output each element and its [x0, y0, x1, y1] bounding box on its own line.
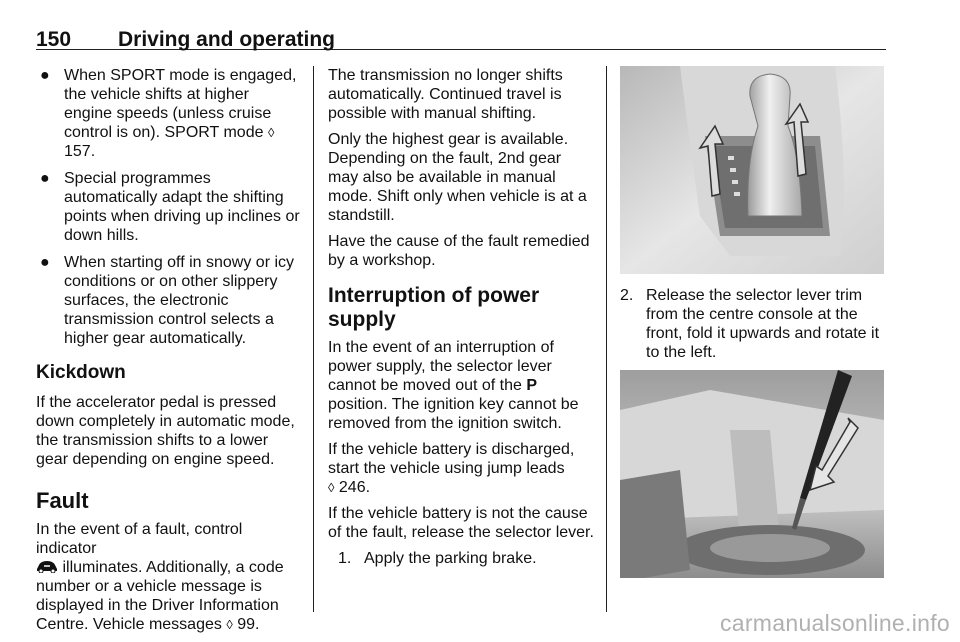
interruption-heading: Interruption of power supply [328, 284, 540, 331]
car-wrench-icon [36, 559, 58, 576]
selector-lever-photo [620, 66, 884, 274]
kickdown-heading: Kickdown [36, 362, 126, 383]
paragraph: Have the cause of the fault remedied by a workshop. [328, 233, 590, 269]
step-item: 2. Release the selector lever trim from the centre console at the front, fold it upwards and rotate it to the left. [620, 287, 880, 361]
paragraph: In the event of an interruption of power supply, the selector lever cannot be moved out of the P position. The ignition key cannot be removed from the ignition switch. [328, 339, 579, 432]
page-number: 150 [36, 28, 72, 51]
arrow-reference-icon: ◊ [226, 617, 233, 632]
column-divider [313, 66, 314, 612]
fault-text: In the event of a fault, control indicator illuminates. Additionally, a code number or a vehicle message is displayed in the Driver Information Centre. Vehicle messages ◊ 99. [36, 521, 284, 633]
page-reference-link[interactable]: 157. [64, 143, 96, 160]
paragraph: If the vehicle battery is discharged, start the vehicle using jump leads ◊ 246. [328, 441, 575, 496]
arrow-reference-icon: ◊ [267, 125, 275, 140]
page-reference-link[interactable]: 99. [237, 616, 260, 633]
trim-removal-photo [620, 370, 884, 578]
bullet-icon: ● [40, 67, 50, 84]
kickdown-text: If the accelerator pedal is pressed down completely in automatic mode, the transmission shifts to a lower gear depending on engine speed. [36, 394, 295, 468]
section-title: Driving and operating [118, 28, 336, 51]
list-item: ● Special programmes automatically adapt the shifting points when driving up inclines or down hills. [40, 170, 300, 244]
bullet-icon: ● [40, 170, 50, 187]
bullet-icon: ● [40, 254, 50, 271]
paragraph: The transmission no longer shifts automatically. Continued travel is possible with manual shifting. [328, 67, 563, 122]
fault-heading: Fault [36, 488, 89, 513]
column-left [36, 66, 300, 641]
step-item: 1. Apply the parking brake. [338, 550, 537, 567]
column-divider [606, 66, 607, 612]
arrow-reference-icon: ◊ [328, 480, 335, 495]
watermark-link[interactable]: carmanualsonline.info [719, 610, 950, 636]
paragraph: Only the highest gear is available. Depending on the fault, 2nd gear may also be available in manual mode. Shift only when vehicle is at a standstill. [328, 131, 587, 224]
column-middle [328, 66, 594, 575]
list-item: ● When SPORT mode is engaged, the vehicle shifts at higher engine speeds (unless cruise control is on). SPORT mode ◊ 157. [40, 67, 297, 160]
page-header [36, 10, 886, 50]
paragraph: If the vehicle battery is not the cause of the fault, release the selector lever. [328, 505, 594, 541]
column-right [620, 66, 886, 578]
page-reference-link[interactable]: 246. [338, 479, 371, 496]
list-item: ● When starting off in snowy or icy conditions or on other slippery surfaces, the electronic transmission control selects a higher gear automatically. [40, 254, 295, 347]
